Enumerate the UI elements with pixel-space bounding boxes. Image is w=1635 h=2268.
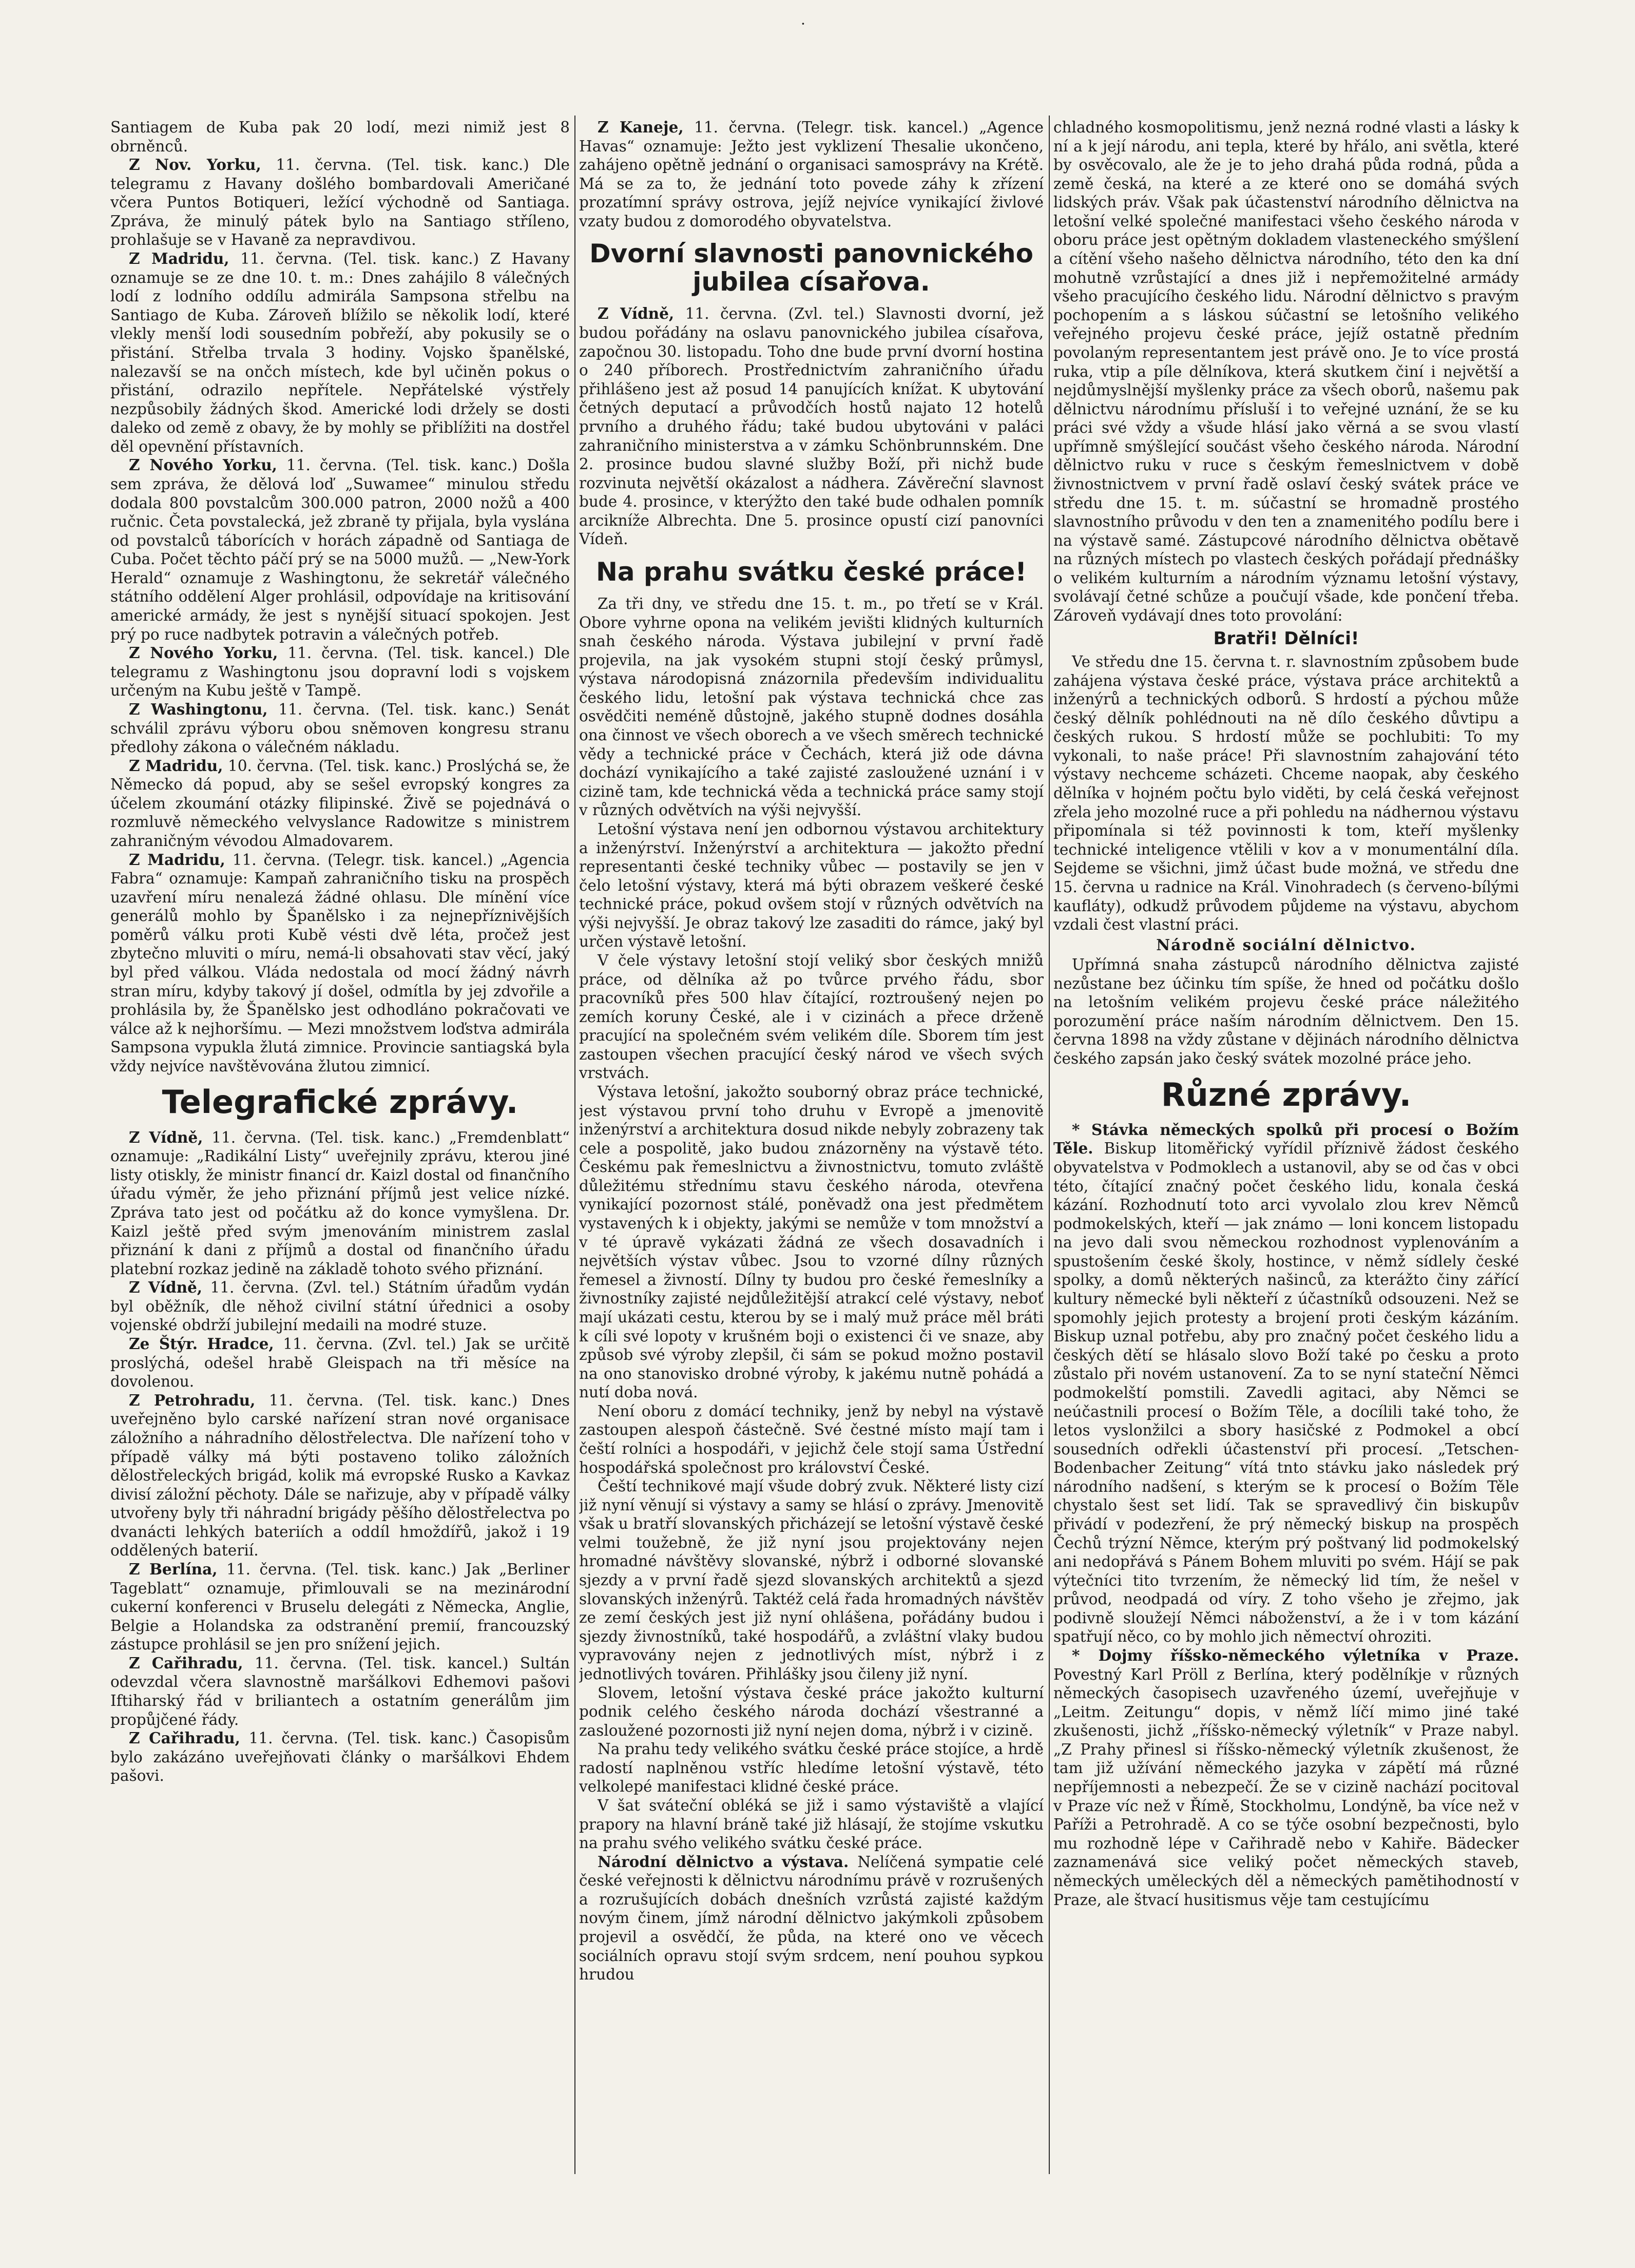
news-item	[110, 1335, 570, 1391]
news-item	[110, 456, 570, 644]
news-item	[110, 644, 570, 700]
column-left	[110, 118, 570, 2171]
news-text: Biskup litoměřický vyřídil příznivě žádost českého obyvatelstva v Podmoklech a ustanovil, aby se od čas v obci této, čítající značný počet českého lidu, konala česká kázání. Rozhodnutí toto arci vyvolalo zlou krev Němců podmokelských, kteří — jak známo — loni koncem listopadu na jevo dali svou německou rozhodnost vyplenováním a spustošením české školy, hostince, v němž sídlely české spolky, a domů některých našinců, za kterážto činy zářící kultury německé byli někteří z účastníků odsouzeni. Než se spomohly jejich protesty a brojení proti českým kázáním. Biskup uznal potřebu, aby pro značný počet českého lidu a českých dětí se hlásalo slovo Boží také po česku a proto zůstalo při novém ustanovení. Za to se nyní stateční Němci podmokelští pomstili. Zavedli agitaci, aby Němci se neúčastnili procesí o Božím Těle, a docílili také toho, že letos vyslonžilci a sbory hasičské z Podmokel a obcí sousedních odřekli účastenství při procesí. „Tetschen-Bodenbacher Zeitung“ vítá tnto stávku jako následek prý národního nadšení, s kterým se k procesí o Božím Těle chystalo šest set lidí. Tak se spravedlivý čin biskupův přivádí v podezření, že prý německý biskup na prospěch Čechů trýzní Němce, kterým prý poštvaný lid podmokelský ani nedopřává s Pánem Bohem mluviti po svém. Hájí se pak výtečníci tito tvrzením, že německý lid tím, že nešel v průvod, neodpadá od víry. Z toho všeho je zřejmo, jak podivně sloužejí Němci náboženství, a že i v tom kázání spatřují něco, co by mohlo jich němectví ohroziti.	[1053, 1140, 1519, 1646]
news-text: 11. června. (Zvl. tel.) Slavnosti dvorní, jež budou pořádány na oslavu panovnického jubilea císařova, započnou 30. listopadu. Toho dne bude první dvorní hostina o 240 příborech. Prostřednictvím zahraničního úřadu přihlášeno jest až posud 14 panujících knížat. K ubytování četných deputací a průvodčích hostů najato 12 hotelů prvního a druhého řádu; také budou ubytováni v paláci zahraničního ministerstva a v zámku Schönbrunnském. Dne 2. prosince budou slavné služby Boží, při nichž bude rozvinuta největší okázalost a nádhera. Závěreční slavnost bude 4. prosince, v kterýžto den také bude odhalen pomník arcikníže Albrechta. Dne 5. prosince opustí cizí panovníci Vídeň.	[579, 305, 1044, 548]
news-text: 11. června. (Tel. tisk. kanc.) Senát schválil zprávu výboru obou sněmoven kongresu stranu předlohy zákona o válečném nákladu.	[110, 700, 570, 756]
dateline: Z Madridu,	[129, 249, 229, 268]
column-divider	[574, 116, 575, 2174]
news-item	[110, 1391, 570, 1560]
article-paragraph: Výstava letošní, jakožto souborný obraz práce technické, jest výstavou první toho druhu v Evropě a jmenovitě inženýrství a architektura dosud nikde nebyly zobrazeny tak cele a pospolitě, jako budou znázorněny na výstavě této. Českému pak řemeslnictvu a živnostnictvu, tomuto zvláště důležitému střednímu stavu českého národa, otevřena vynikající pozornost stálé, poněvadž ona jest předmětem vystavených k i objekty, jakými se nemůže v tom množství a v té úpravě vykázati žádná ze všech dosavadních i největších výstav vůbec. Jsou to vzorné dílny různých řemesel a živností. Dílny ty budou pro české řemeslníky a živnostníky zajisté nejdůležitější atrakcí celé výstavy, neboť mají ukázati cestu, kterou by se i malý muž práce měl bráti k cíli své lopoty v krušném boji o existenci či ve snaze, aby způsob své výroby zlepšil, či sám se pokud možno postavil na ono stanovisko drobné výroby, k jakému nutně pohádá a nutí doba nová.	[579, 1083, 1044, 1401]
dateline: Z Washingtonu,	[129, 700, 268, 718]
news-text: 11. června. (Tel. tisk. kanc.) Dnes uveřejněno bylo carské nařízení stran nové organisace záložního a náhradního dělostřelectva. Dle nařízení toho v případě války má býti postaveno toliko záložních dělostřeleckých brigád, kolik má evropské Rusko a Kavkaz divisí záložní pěchoty. Dále se nařizuje, aby v případě války utvořeny byly tři náhradní brigády pěšího dělostřelectva po dvanácti lehkých bateriích a oddíl hmoždířů, jakož i 19 oddělených baterií.	[110, 1391, 570, 1560]
news-text: 11. června. (Tel. tisk. kancel.) Dle telegramu z Washingtonu jsou dopravní lodi s vojskem určeným na Kubu ještě v Tampě.	[110, 644, 570, 700]
news-lead: * Stávka německých spolků při procesí o Božím Těle.	[1053, 1120, 1519, 1158]
news-item	[1053, 1646, 1519, 1909]
news-text: 11. června. (Tel. tisk. kanc.) „Fremdenblatt“ oznamuje: „Radikální Listy“ uveřejnily zprávu, kterou jiné listy otiskly, že ministr financí dr. Kaizl dostal od finančního úřadu výměr, že jeho přiznání příjmů jest velice nízké. Zpráva tato jest od počátku až do konce vymyšlena. Dr. Kaizl ještě před svým jmenováním ministrem zaslal přiznání k dani z příjmů a dostal od finančního úřadu platební rozkaz jedině na základě tohoto svého přiznání.	[110, 1128, 570, 1278]
article-text: Santiagem de Kuba pak 20 lodí, mezi nimiž jest 8 obrněnců.	[110, 119, 570, 155]
signature: Národně sociální dělnictvo.	[1156, 935, 1416, 954]
news-item	[110, 1729, 570, 1785]
paragraph-text: Nelíčená sympatie celé české veřejnosti k dělnictvu národnímu právě v rozrušených a rozrušujících dobách dnešních vzrůstá zajisté každým novým činem, jímž národní dělnictvo jakýmkoli způsobem projevil a osvědčí, že půda, na které ono ve věcech sociálních opravu stojí svým srdcem, není pouhou sypkou hrudou	[579, 1853, 1044, 1984]
dateline: Z Madridu,	[129, 850, 225, 869]
dateline: Z Vídně,	[129, 1128, 203, 1146]
article-paragraph: Upřímná snaha zástupců národního dělnictva zajisté nezůstane bez účinku tím spíše, že hned od počátku došlo na letošním velikém projevu české práce náležitého porozumění práce naším národním dělnictvem. Den 15. června 1898 na vždy zůstane v dějinách národního dělnictva českého zapsán jako český svátek mozolné práce jeho.	[1053, 956, 1519, 1068]
article-paragraph: Slovem, letošní výstava české práce jakožto kulturní podnik celého českého národa dochází všestranné a zasloužené pozornosti již nyní nejen doma, nýbrž i v cizině.	[579, 1684, 1044, 1739]
news-item	[579, 304, 1044, 549]
dateline: Z Nového Yorku,	[129, 644, 278, 662]
news-item	[110, 757, 570, 851]
news-text: 11. června. (Tel. tisk. kanc.) Došla sem zpráva, že dělová loď „Suwamee“ minulou středu dodala 800 povstalcům 300.000 patron, 2000 nožů a 400 ručnic. Četa povstalecká, jež zbraně ty přijala, byla vyslána od povstalců táborících v horách západně od Santiaga de Cuba. Počet těchto páčí prý se na 5000 mužů. — „New-York Herald“ oznamuje z Washingtonu, že sekretář válečného státního oddělení Alger prohlásil, odpovídaje na kritisování americké armády, že jest s nynější situací spokojen. Jest prý po ruce nadbytek potravin a válečných potřeb.	[110, 456, 570, 643]
dateline: Z Vídně,	[598, 304, 675, 323]
proclamation-heading: Bratři! Dělníci!	[1213, 628, 1359, 649]
news-text: Povestný Karl Pröll z Berlína, který podělníkje v různých německých časopisech uzavřeného území, uveřejňuje v „Leitm. Zeitungu“ dopis, v němž líčí mimo jiné také zkušenosti, jichž „říšsko-německý výletník“ v Praze nabyl. „Z Prahy přinesl si říšsko-německý výletník zkušenost, že tam již užívání německého jazyka v zápětí má různé nepříjemnosti a nebezpečí. Že se v cizině nachází pocitoval v Praze víc než v Římě, Stockholmu, Londýně, ba více než v Paříži a Petrohradě. A co se týče osobní bezpečnosti, bylo mu rozhodně lépe v Cařihradě nebo v Kahiře. Bädecker zaznamenává sice veliký počet německých staveb, německých uměleckých děl a německých pamětihodností v Praze, ale štvací husitismus věje tam cestujícímu	[1053, 1665, 1519, 1909]
article-paragraph: Na prahu tedy velikého svátku české práce stojíce, a hrdě radostí naplněnou vstříc hledíme letošní výstavě, této velkolepé manifestaci klidné české práce.	[579, 1740, 1044, 1796]
section-heading-misc-news: Různé zprávy.	[1161, 1075, 1412, 1113]
news-item	[110, 1128, 570, 1279]
article-paragraph: Letošní výstava není jen odbornou výstavou architektury a inženýrství. Inženýrství a architektura — jakožto přední representanti české techniky vůbec — postavily se jen v čelo letošní výstavy, která má býti obrazem veškeré české technické práce, pokud ovšem stojí v různých odvětvích na výši nejvyšší. Je obraz takový lze zasaditi do rámce, jaký byl určen výstavě letošní.	[579, 820, 1044, 951]
section-heading-czech-work: Na prahu svátku české práce!	[595, 556, 1027, 587]
news-text: 11. června. (Tel. tisk. kanc.) Jak „Berliner Tageblatt“ oznamuje, přimlouvali se na mezinárodní cukerní konferenci v Bruselu delegáti z Německa, Anglie, Belgie a Holandska za odstranění premií, francouzský zástupce prohlásil se jen pro snížení jejich.	[110, 1560, 570, 1654]
dateline: Z Kaneje,	[598, 118, 684, 136]
article-paragraph	[579, 1853, 1044, 1984]
dateline: Ze Štýr. Hradce,	[129, 1335, 274, 1353]
dateline: Z Cařihradu,	[129, 1729, 240, 1747]
news-text: 11. června. (Tel. tisk. kancel.) Sultán odevzdal včera slavnostně maršálkovi Edhemovi pašovi Iftiharský řád v briliantech a ostatním generálům jim propůjčené řády.	[110, 1654, 570, 1728]
news-text: 11. června. (Tel. tisk. kanc.) Z Havany oznamuje se ze dne 10. t. m.: Dnes zahájilo 8 válečných lodí z lodního oddílu admirála Sampsona střelbu na Santiago de Kuba. Zároveň blížilo se několik lodí, které vlekly menší lodi sousedním pobřeží, aby pokusily se o přistání. Střelba trvala 3 hodiny. Vojsko španělské, nalezavší se na ončch místech, kde byl učiněn pokus o přistání, odrazilo nepřítele. Nepřátelské výstřely nezpůsobily žádných škod. Americké lodi držely se dosti daleko od země z obavy, že by mohly se přiblížiti na dostřel děl opevnění přístavních.	[110, 250, 570, 455]
article-paragraph: Není oboru z domácí techniky, jenž by nebyl na výstavě zastoupen alespoň částečně. Své čestné místo mají tam i čeští rolníci a hospodáři, v jejichž čele stojí sama Ústřední hospodářská společnost pro království České.	[579, 1402, 1044, 1476]
news-text: 11. června. (Tel. tisk. kanc.) Časopisům bylo zakázáno uveřejňovati články o maršálkovi Ehdem pašovi.	[110, 1729, 570, 1785]
article-paragraph: V čele výstavy letošní stojí veliký sbor českých mnižů práce, od dělníka až po tvůrce prvého řádu, sbor pracovníků přes 500 hlav čítající, roztroušený nejen po zemích koruny České, ale i v cizinách a přece drženě pracující na společném svém velikém díle. Sborem tím jest zastoupen všechen pracující český národ ve všech svých vrstvách.	[579, 951, 1044, 1082]
news-item	[110, 1654, 570, 1729]
dateline: Z Petrohradu,	[129, 1391, 256, 1409]
paragraph-lead: Národní dělnictvo a výstava.	[598, 1852, 849, 1871]
article-paragraph: Za tři dny, ve středu dne 15. t. m., po třetí se v Král. Obore vyhrne opona na velikém jevišti klidných kulturních snah českého národa. Výstava jubilejní v první řadě projevila, na jak vysokém stupni stojí český průmysl, výstava národopisná znázornila především individualitu českého lidu, letošní pak výstava technická chce zas osvědčiti neméně důstojně, jakého stupně dodnes dosáhla ona činnost ve všech oborech a ve všech směrech technické vědy a technické práce v Čechách, která již ode dávna dochází vynikajícího a také zajisté zasloužené uznání i v cizině tam, kde technická věda a technická práce samy stojí v různých odvětvích na výši nejvyšší.	[579, 594, 1044, 819]
news-text: 11. června. (Telegr. tisk. kancel.) „Agencia Fabra“ oznamuje: Kampaň zahraničního tisku na prospěch uzavření míru nenalezá žádné ohlasu. Dle mínění více generálů mohlo by Španělsko i za nejnepříznivějších poměrů válku proti Kubě vésti dvě léta, pročež jest zbytečno mluviti o míru, nemá-li obsahovati stav věcí, jaký byl před válkou. Vláda nedostala od mocí žádný návrh stran míru, kdyby takový jí došel, odmítla by jej zdvořile a prohlásila by, že Španělsko jest odhodláno pokračovati ve válce až k nejhoršímu. — Mezi množstvem loďstva admirála Sampsona vypukla žlutá zimnice. Provincie santiagská byla vždy nejvíce navštěvována žlutou zimnicí.	[110, 851, 570, 1075]
article-paragraph: V šat sváteční obléká se již i samo výstaviště a vlající prapory na hlavní bráně také již hlásají, že stojíme vskutku na prahu svého velikého svátku české práce.	[579, 1796, 1044, 1852]
section-heading-jubilee: Dvorní slavnosti panovnického jubilea císařova.	[589, 239, 1033, 297]
column-middle	[579, 118, 1044, 2171]
proclamation-text: Ve středu dne 15. června t. r. slavnostním způsobem bude zahájena výstava české práce, výstava práce architektů a inženýrů a technických odborů. S hrdostí a pýchou může český dělník pohlédnouti na ně dílo českého důvtipu a českých rukou. S hrdostí může se pochlubiti: To my vykonali, to naše práce! Při slavnostním zahajování této výstavy nechceme scházeti. Chceme naopak, aby českého dělníka v hojném počtu bylo viděti, by celá česká veřejnost zřela jeho mozolné ruce a při pohledu na nádhernou výstavu připomínala si též povinnosti k tom, kteří myšlenky technické inteligence vtělili v kov a v monumentální díla. Sejdeme se všichni, jimž účast bude možná, ve středu dne 15. června u radnice na Král. Vinohradech (s červeno-bílými kaufláty), odkudž průvodem půjdeme na výstavu, abychom vzdali čest vlastní práci.	[1053, 653, 1519, 934]
news-text: 11. června. (Telegr. tisk. kancel.) „Agence Havas“ oznamuje: Ježto jest vyklizení Thesalie ukončeno, zahájeno opětně jednání o organisaci samosprávy na Krétě. Má se za to, že jednání toto povede záhy k zřízení prozatímní správy ostrova, jejíž nejvíce vynikající živlové vzaty budou z domorodého obyvatelstva.	[579, 119, 1044, 230]
dateline: Z Madridu,	[129, 756, 223, 775]
dateline: Z Nového Yorku,	[129, 456, 277, 474]
news-item	[110, 156, 570, 249]
news-text: 11. června. (Zvl. tel.) Státním úřadům vydán byl oběžník, dle něhož civilní státní úřednici a osoby vojenské obdrží jubilejní medaili na modré stuze.	[110, 1279, 570, 1334]
news-item	[110, 1278, 570, 1335]
dateline: Z Nov. Yorku,	[129, 156, 261, 174]
news-item	[1053, 1121, 1519, 1646]
news-item	[110, 1560, 570, 1654]
news-text: 11. června. (Tel. tisk. kanc.) Dle telegramu z Havany došlého bombardovali Američané včera Puntos Botiqueri, ležící východně od Santiaga. Zpráva, že minulý pátek bylo na Santiago stříleno, prohlašuje se v Havaně za nepravdivou.	[110, 156, 570, 249]
section-heading-telegrams: Telegrafické zprávy.	[162, 1083, 518, 1121]
column-divider	[1049, 116, 1050, 2174]
news-item	[110, 851, 570, 1076]
dateline: Z Cařihradu,	[129, 1654, 243, 1672]
news-lead: * Dojmy říšsko-německého výletníka v Praze.	[1072, 1646, 1519, 1665]
news-item	[579, 118, 1044, 230]
news-text: 11. června. (Zvl. tel.) Jak se určitě proslýchá, odešel hrabě Gleispach na tři měsíce na dovolenou.	[110, 1335, 570, 1391]
news-item	[110, 249, 570, 456]
news-item	[110, 700, 570, 757]
news-text: 10. června. (Tel. tisk. kanc.) Proslýchá se, že Německo dá popud, aby se sešel evropský kongres za účelem zkoumání otázky filipinské. Živě se pojednává o rozmluvě německého velvyslance Radowitze s ministrem zahraničným vévodou Almadovarem.	[110, 757, 570, 850]
article-paragraph: chladného kosmopolitismu, jenž nezná rodné vlasti a lásky k ní a k její národu, ani tepla, které by hřálo, ani světla, které by osvěcovalo, ale že je to jeho drahá půda rodná, půda a země česká, na které a ze které ono se domáhá svých lidských práv. Však pak účastenství národního dělnictva na letošní velké společné manifestaci všeho českého národa v oboru práce jest opětným dokladem vlasteneckého smýšlení a cítění všeho našeho dělnictva národního, této den ka dní mohutně vzrůstající a dnes již i nepřemožitelné armády všeho pracujícího českého lidu. Národní dělnictvo s pravým pochopením a s láskou súčastní se letošního velikého veřejného projevu české práce, jejíž ostatně předním povolaným representantem jest právě ono. Je to více prostá ruka, vtip a píle dělníkova, která skutkem činí i největší a nejdůmyslnější myšlenky práce za všech oborů, našemu pak dělnictvu národnímu přísluší i to veřejné uznání, že se ku práci své vždy a všude hlásí jako věrná a se svou vlastí upřímně smýšlející součást všeho českého národa. Národní dělnictvo ruku v ruce s českým řemeslnictvem v době živnostnictvem v první řadě oslaví český svátek práce ve středu dne 15. t. m. súčastní se hromadně prostého slavnostního průvodu v den ten a znamenitého podílu bere i na výstavě samé. Zástupcové národního dělnictva obětavě na různých místech po vlastech českých pořádají přednášky o velikém kulturním a národním významu letošní výstavy, svolávají četné schůze a poučují všade, kde pončení třeba. Zároveň vydávají dnes toto provolání:	[1053, 119, 1519, 625]
page-number: ·	[801, 15, 805, 32]
dateline: Z Vídně,	[129, 1278, 203, 1297]
column-right	[1053, 118, 1519, 2171]
article-paragraph: Čeští technikové mají všude dobrý zvuk. Některé listy cizí již nyní věnují si výstavy a samy se hlásí o zprávy. Jmenovitě však u bratří slovanských přicházejí se letošní výstavě české velmi toužebně, že již nyní jsou projektovány nejen hromadné návštěvy slovanské, nýbrž i odborné slovanské sjezdy a v první řadě sjezd slovanských architektů a sjezd slovanských inženýrů. Taktéž celá řada hromadných návštěv ze zemí českých jest již nyní ohlášena, pořádány budou i sjezdy živnostníků, také hospodářů, a zvláštní vlaky budou vypravovány nejen z jednotlivých míst, nýbrž i z jednotlivých továren. Přihlášky jsou čileny již nyní.	[579, 1477, 1044, 1683]
dateline: Z Berlína,	[129, 1560, 218, 1578]
